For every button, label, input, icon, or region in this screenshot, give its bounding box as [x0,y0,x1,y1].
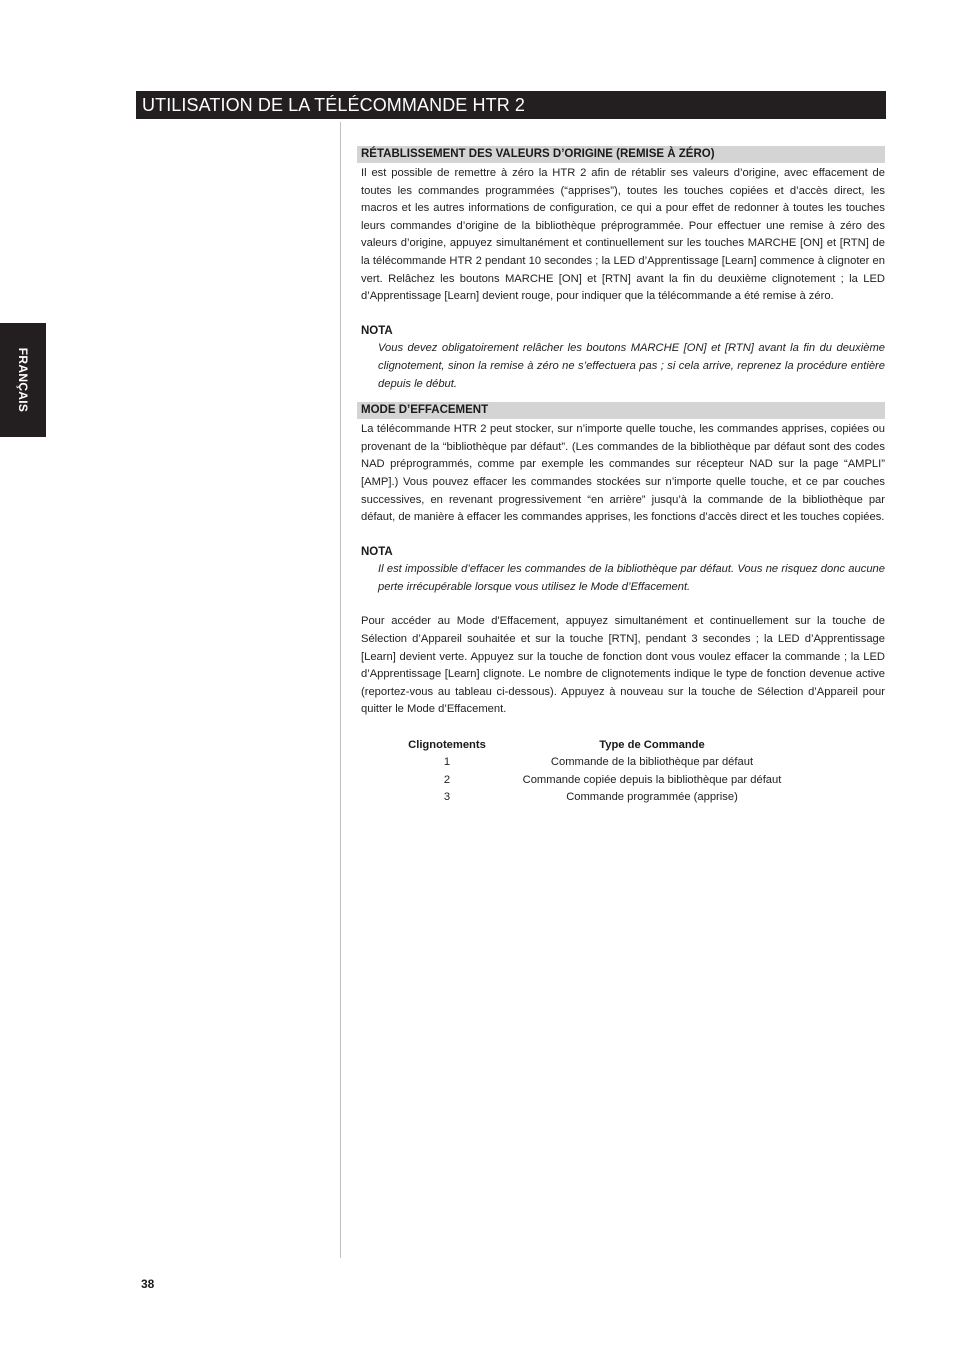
section-erase-mode [357,402,885,807]
table-cell-command-type: Commande de la bibliothèque par défaut [550,756,754,769]
table-cell-blinks: 3 [443,791,451,804]
main-content [357,146,885,807]
table-header-command-type: Type de Commande [599,739,705,752]
table-row [385,789,795,807]
table-cell-command-type: Commande copiée depuis la bibliothèque par défaut [522,773,782,786]
blink-type-table [385,736,795,807]
section-reset [357,146,885,393]
column-divider [340,122,341,1258]
table-header-blinks: Clignotements [408,739,486,752]
language-side-tab [0,323,46,437]
page-header-title: UTILISATION DE LA TÉLÉCOMMANDE HTR 2 [136,91,886,119]
section-body2-erase-mode: Pour accéder au Mode d'Effacement, appuyez simultanément et continuellement sur la touche de Sélection d’Appareil souhaitée et sur la touche [RTN], pendant 3 secondes ; la LED d’Apprentissage [Learn] devient verte. Appuyez sur la touche de fonction dont vous voulez effacer la commande ; la LED d’Apprentissage [Learn] clignote. Le nombre de clignotements indique le type de fonction devenue active (reportez-vous au tableau ci-dessous). Appuyez à nouveau sur la touche de Sélection d’Appareil pour quitter le Mode d’Effacement. [361,615,885,716]
section-body-reset: Il est possible de remettre à zéro la HTR 2 afin de rétablir ses valeurs d’origine, avec effacement de toutes les commandes programmées (“apprises”), toutes les touches copiées et d’accès direct, les macros et les autres informations de configuration, ce qui a pour effet de redonner à toutes les touches leurs commandes d’origine de la bibliothèque préprogrammée. Pour effectuer une remise à zéro des valeurs d’origine, appuyez simultanément et continuellement sur les touches MARCHE [ON] et [RTN] de la télécommande HTR 2 pendant 10 secondes ; la LED d’Apprentissage [Learn] commence à clignoter en vert. Relâchez les boutons MARCHE [ON] et [RTN] avant la fin du deuxième clignotement ; la LED d’Apprentissage [Learn] devient rouge, pour indiquer que la télécommande a été remise à zéro. [361,167,885,303]
language-side-tab-label: FRANÇAIS [16,347,30,413]
table-header-row [385,736,795,754]
table-row [385,772,795,790]
section-heading-erase-mode: MODE D’EFFACEMENT [357,402,885,419]
nota-title-reset: NOTA [361,324,393,337]
table-row [385,754,795,772]
page-number: 38 [141,1277,155,1291]
nota-text-erase-mode: Il est impossible d’effacer les commandes de la bibliothèque par défaut. Vous ne risquez donc aucune perte irrécupérable lorsque vous utilisez le Mode d’Effacement. [378,563,885,593]
table-cell-command-type: Commande programmée (apprise) [566,791,738,804]
nota-text-reset: Vous devez obligatoirement relâcher les boutons MARCHE [ON] et [RTN] avant la fin du deuxième clignotement, sinon la remise à zéro ne s’effectuera pas ; si cela arrive, reprenez la procédure entière depuis le début. [378,342,885,390]
section-body-erase-mode: La télécommande HTR 2 peut stocker, sur n’importe quelle touche, les commandes apprises, copiées ou provenant de la “bibliothèque par défaut”. (Les commandes de la bibliothèque par défaut sont des codes NAD préprogrammés, comme par exemple les commandes sur récepteur NAD sur la page “AMPLI” [AMP].) Vous pouvez effacer les commandes stockées sur n’importe quelle touche, et ce par couches successives, en revenant progressivement “en arrière” jusqu’à la commande de la bibliothèque par défaut, de manière à effacer les commandes apprises, les fonctions d’accès direct et les touches copiées. [361,423,885,524]
nota-title-erase-mode: NOTA [361,545,393,558]
table-cell-blinks: 2 [443,773,451,786]
table-cell-blinks: 1 [443,756,451,769]
section-heading-reset: RÉTABLISSEMENT DES VALEURS D’ORIGINE (REMISE À ZÉRO) [357,146,885,163]
